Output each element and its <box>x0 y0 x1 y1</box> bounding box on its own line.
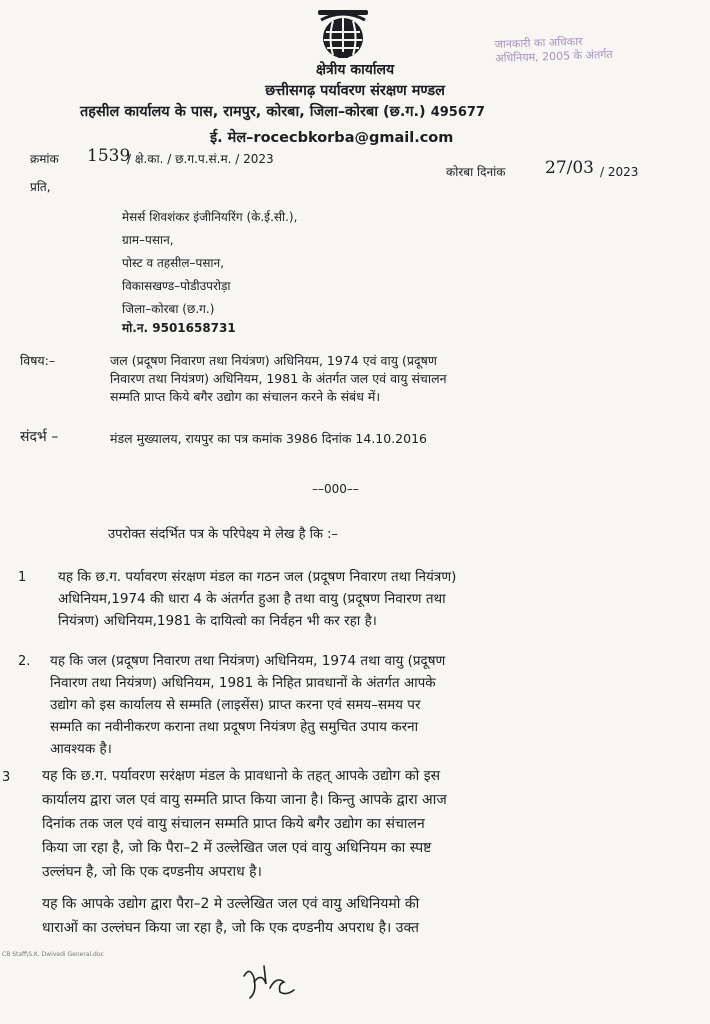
recipient-phone: मो.न. 9501658731 <box>122 321 236 335</box>
ref-suffix: / क्षे.का. / छ.ग.प.सं.म. / 2023 <box>127 152 274 166</box>
office-title: क्षेत्रीय कार्यालय <box>315 62 395 78</box>
date-handwritten: 27/03 <box>545 158 594 178</box>
para-line: नियंत्रण) अधिनियम,1981 के दायित्वो का निर्वहन भी कर रहा है। <box>58 613 377 629</box>
sandarbh-label: संदर्भ – <box>20 429 59 445</box>
para-line: यह कि छ.ग. पर्यावरण सरंक्षण मंडल के प्रावधानो के तहत् आपके उद्योग को इस <box>42 768 441 784</box>
para-number: 2. <box>18 654 31 669</box>
pincode: 495677 <box>430 105 485 120</box>
paragraph-4 <box>42 892 656 940</box>
para-line: उल्लंघन है, जो कि एक दण्डनीय अपराध है। <box>42 864 262 880</box>
recipient-line: ग्राम–पसान, <box>122 233 174 247</box>
ref-label: क्रमांक <box>30 152 59 166</box>
para-line: धाराओं का उल्लंघन किया जा रहा है, जो कि एक दण्डनीय अपराध है। उक्त <box>42 920 419 936</box>
prati-label: प्रति, <box>30 180 51 194</box>
para-line: उद्योग को इस कार्यालय से सम्मति (लाइसेंस) प्राप्त करना एवं समय–समय पर <box>50 697 421 713</box>
signature-icon <box>240 962 300 1002</box>
para-line: सम्मति का नवीनीकरण कराना तथा प्रदूषण नियंत्रण हेतु समुचित उपाय करना <box>50 719 419 735</box>
date-label: कोरबा दिनांक <box>446 165 506 179</box>
para-line: निवारण तथा नियंत्रण) अधिनियम, 1981 के निहित प्रावधानों के अंतर्गत आपके <box>50 675 436 691</box>
subject-line: सम्मति प्राप्त किये बगैर उद्योग का संचालन करने के संबंध में। <box>110 389 381 404</box>
para-number: 1 <box>18 570 27 585</box>
intro-line: उपरोक्त संदर्भित पत्र के परिपेक्ष्य मे लेख है कि :– <box>108 527 339 542</box>
recipient-line: विकासखण्ड–पोडीउपरोड़ा <box>122 279 231 293</box>
para-line: यह कि आपके उद्योग द्वारा पैरा–2 मे उल्लेखित जल एवं वायु अधिनियमो की <box>42 896 420 912</box>
board-emblem-icon <box>314 8 372 64</box>
para-line: आवश्यक है। <box>50 741 112 757</box>
paragraph-1 <box>58 566 656 632</box>
para-line: दिनांक तक जल एवं वायु संचालन सम्मति प्राप्त किये बगैर उद्योग का संचालन <box>42 816 425 832</box>
subject-text <box>110 352 660 406</box>
stamp-line: जानकारी का अधिकार <box>494 34 583 52</box>
board-name: छत्तीसगढ़ पर्यावरण संरक्षण मण्डल <box>265 83 445 99</box>
para-line: कार्यालय द्वारा जल एवं वायु सम्मति प्राप्त किया जाना है। किन्तु आपके द्वारा आज <box>42 792 447 808</box>
footer-file-path: CB Staff\S.K. Dwivedi General.doc <box>2 951 104 958</box>
subject-label: विषय:– <box>20 353 56 368</box>
date-year: / 2023 <box>600 165 639 179</box>
ref-number-handwritten: 1539 <box>87 146 131 166</box>
office-email: ई. मेल–rocecbkorba@gmail.com <box>210 130 454 146</box>
recipient-line: पोस्ट व तहसील–पसान, <box>122 256 225 270</box>
office-address <box>80 101 485 121</box>
address-text: तहसील कार्यालय के पास, रामपुर, कोरबा, जिला–कोरबा (छ.ग.) <box>80 104 426 120</box>
paragraph-3 <box>42 764 656 884</box>
para-number: 3 <box>2 770 11 785</box>
para-line: यह कि छ.ग. पर्यावरण संरक्षण मंडल का गठन जल (प्रदूषण निवारण तथा नियंत्रण) <box>58 569 457 585</box>
paragraph-2 <box>50 650 656 760</box>
stamp-line: अधिनियम, 2005 के अंतर्गत <box>495 47 613 66</box>
subject-line: जल (प्रदूषण निवारण तथा नियंत्रण) अधिनियम, 1974 एवं वायु (प्रदूषण <box>110 353 437 368</box>
recipient-line: मेसर्स शिवशंकर इंजीनियरिंग (के.ई.सी.), <box>122 210 298 224</box>
sandarbh-text: मंडल मुख्यालय, रायपुर का पत्र कमांक 3986 दिनांक 14.10.2016 <box>110 431 427 446</box>
recipient-line: जिला–कोरबा (छ.ग.) <box>122 302 215 316</box>
separator: ––000–– <box>312 482 359 496</box>
para-line: यह कि जल (प्रदूषण निवारण तथा नियंत्रण) अधिनियम, 1974 तथा वायु (प्रदूषण <box>50 653 446 669</box>
subject-line: निवारण तथा नियंत्रण) अधिनियम, 1981 के अंतर्गत जल एवं वायु संचालन <box>110 371 447 386</box>
para-line: अधिनियम,1974 की धारा 4 के अंतर्गत हुआ है तथा वायु (प्रदूषण निवारण तथा <box>58 591 446 607</box>
para-line: किया जा रहा है, जो कि पैरा–2 में उल्लेखित जल एवं वायु अधिनियम का स्पष्ट <box>42 840 432 856</box>
